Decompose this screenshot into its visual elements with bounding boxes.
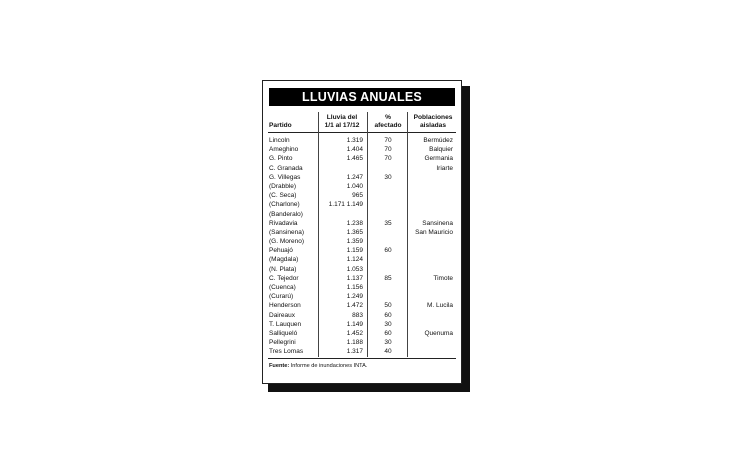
cell-poblaciones: San Mauricio	[415, 228, 453, 236]
cell-lluvia: 1.238	[346, 219, 363, 227]
table-row	[263, 347, 463, 356]
cell-partido: (N. Plata)	[269, 265, 297, 273]
cell-pct-afectado: 85	[384, 274, 392, 282]
cell-partido: Pehuajó	[269, 247, 293, 255]
header-divider	[268, 132, 456, 133]
cell-partido: Rivadavia	[269, 219, 298, 227]
cell-partido: Henderson	[269, 302, 301, 310]
cell-pct-afectado: 70	[384, 146, 392, 154]
cell-lluvia: 1.137	[346, 274, 363, 282]
table-row	[263, 320, 463, 329]
cell-pct-afectado: 60	[384, 311, 392, 319]
cell-partido: Ameghino	[269, 146, 299, 154]
cell-poblaciones: Balquier	[429, 146, 453, 154]
cell-poblaciones: Germania	[424, 155, 453, 163]
cell-lluvia: 1.465	[346, 155, 363, 163]
header-pct-line2: afectado	[374, 122, 402, 129]
cell-pct-afectado: 50	[384, 302, 392, 310]
cell-pct-afectado: 70	[384, 137, 392, 144]
cell-lluvia: 1.319	[346, 137, 363, 144]
table-row	[263, 274, 463, 283]
cell-partido: T. Lauquen	[269, 320, 302, 328]
cell-pct-afectado: 30	[384, 339, 392, 347]
cell-partido: (Sansinena)	[269, 228, 305, 236]
cell-lluvia: 1.247	[346, 173, 363, 181]
table-row	[263, 210, 463, 219]
cell-partido: (C. Seca)	[269, 192, 297, 200]
table-row	[263, 265, 463, 274]
table-row	[263, 338, 463, 347]
cell-poblaciones: Sansinena	[422, 219, 453, 227]
cell-lluvia: 1.053	[346, 265, 363, 273]
source-note	[269, 362, 367, 370]
table-row	[263, 301, 463, 310]
cell-partido: Tres Lomas	[269, 348, 304, 356]
table-row	[263, 154, 463, 163]
table-row	[263, 191, 463, 200]
cell-lluvia: 1.472	[346, 302, 363, 310]
cell-partido: Lincoln	[269, 137, 290, 144]
table-row	[263, 329, 463, 338]
cell-lluvia: 1.188	[346, 339, 363, 347]
table-body	[263, 136, 463, 357]
footer-divider	[268, 358, 456, 359]
header-lluvia-line2: 1/1 al 17/12	[324, 122, 360, 129]
table-row	[263, 255, 463, 264]
header-lluvia-line1: Lluvia del	[326, 114, 358, 121]
cell-lluvia: 1.249	[346, 293, 363, 301]
cell-lluvia: 1.359	[346, 238, 363, 246]
cell-partido: (Banderalo)	[269, 210, 303, 218]
table-row	[263, 136, 463, 145]
header-lluvia	[320, 114, 364, 130]
table-row	[263, 173, 463, 182]
cell-poblaciones: M. Lucila	[426, 302, 453, 310]
cell-lluvia: 1.156	[346, 284, 363, 291]
cell-lluvia: 1.171 1.149	[328, 201, 363, 209]
cell-partido: (Curarú)	[269, 293, 294, 301]
cell-lluvia: 1.317	[346, 348, 363, 356]
cell-pct-afectado: 35	[384, 219, 392, 227]
table-row	[263, 182, 463, 191]
cell-pct-afectado: 60	[384, 329, 392, 337]
cell-pct-afectado: 40	[384, 348, 392, 356]
cell-partido: G. Villegas	[269, 173, 301, 181]
table-row	[263, 228, 463, 237]
table-row	[263, 283, 463, 292]
cell-poblaciones: Timote	[433, 274, 453, 282]
cell-partido: (Magdala)	[269, 256, 299, 264]
header-pob-line2: aisladas	[419, 122, 447, 129]
cell-lluvia: 1.404	[346, 146, 363, 154]
rainfall-table-card	[262, 80, 462, 384]
source-text: Informe de inundaciones INTA.	[289, 363, 368, 369]
header-pct	[368, 114, 408, 130]
table-row	[263, 145, 463, 154]
cell-partido: C. Granada	[269, 164, 303, 172]
cell-lluvia: 1.452	[346, 329, 363, 337]
cell-pct-afectado: 30	[384, 320, 392, 328]
table-row	[263, 200, 463, 209]
cell-partido: C. Tejedor	[269, 274, 299, 282]
source-label: Fuente:	[269, 363, 290, 369]
table-row	[263, 164, 463, 173]
cell-lluvia: 1.124	[346, 256, 363, 264]
cell-partido: Salliqueló	[269, 329, 298, 337]
header-poblaciones	[407, 114, 459, 130]
cell-partido: Pellegrini	[269, 339, 296, 347]
cell-lluvia: 1.149	[346, 320, 363, 328]
table-row	[263, 219, 463, 228]
table-row	[263, 311, 463, 320]
table-row	[263, 292, 463, 301]
cell-pct-afectado: 70	[384, 155, 392, 163]
cell-lluvia: 1.159	[346, 247, 363, 255]
cell-lluvia: 1.365	[346, 228, 363, 236]
cell-lluvia: 965	[352, 192, 363, 200]
header-partido: Partido	[269, 122, 292, 129]
cell-partido: G. Pinto	[269, 155, 293, 163]
cell-lluvia: 1.040	[346, 182, 363, 190]
header-pob-line1: Poblaciones	[413, 114, 453, 121]
cell-partido: (Cuenca)	[269, 284, 296, 291]
header-pct-line1: %	[385, 114, 391, 121]
cell-partido: (G. Moreno)	[269, 238, 305, 246]
cell-lluvia: 883	[352, 311, 363, 319]
cell-partido: (Drabble)	[269, 182, 297, 190]
cell-partido: (Charlone)	[269, 201, 300, 209]
cell-poblaciones: Quenuma	[424, 329, 453, 337]
cell-pct-afectado: 60	[384, 247, 392, 255]
table-title: LLUVIAS ANUALES	[269, 88, 455, 106]
table-row	[263, 237, 463, 246]
cell-poblaciones: Iriarte	[436, 164, 453, 172]
cell-pct-afectado: 30	[384, 173, 392, 181]
cell-partido: Daireaux	[269, 311, 296, 319]
cell-poblaciones: Bermúdez	[423, 137, 453, 144]
table-row	[263, 246, 463, 255]
